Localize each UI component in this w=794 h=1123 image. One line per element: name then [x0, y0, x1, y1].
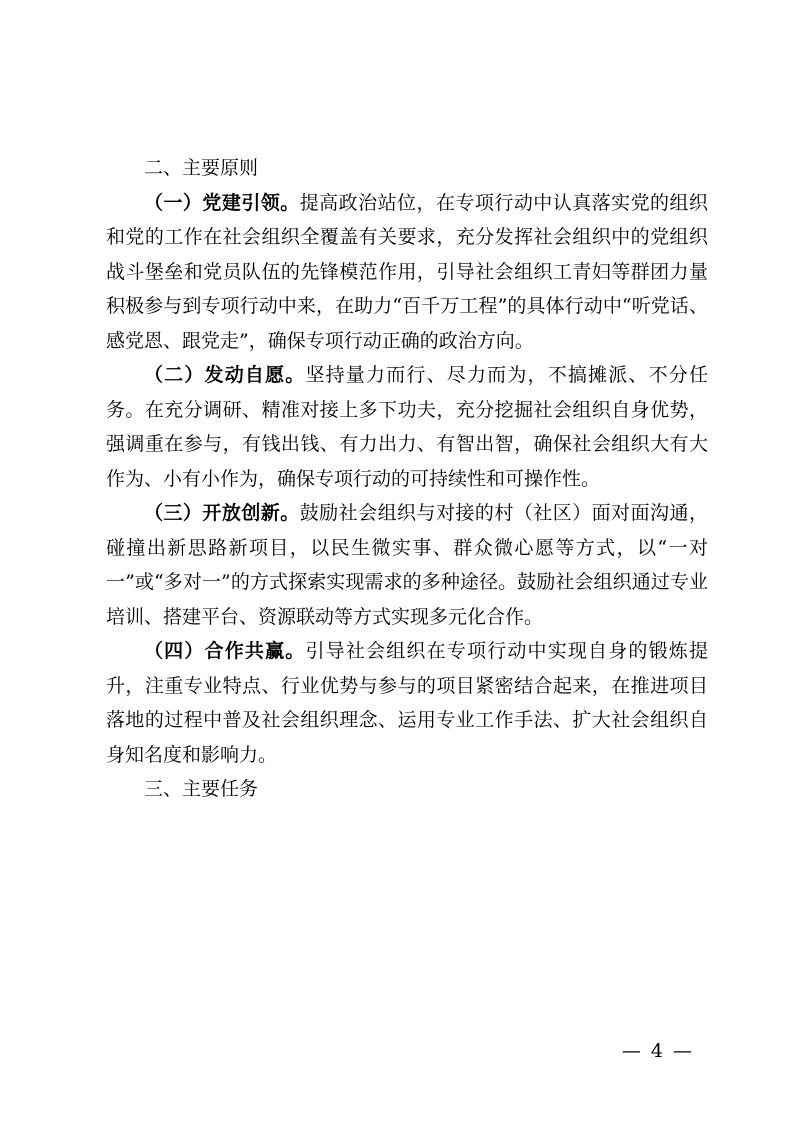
section-heading-tasks: 三、主要任务 [144, 778, 259, 800]
page-number: — 4 — [621, 1040, 694, 1062]
paragraph-open-innovation [106, 496, 708, 634]
paragraph-text: 引导社会组织在专项行动中实现自身的锻炼提升，注重专业特点、行业优势与参与的项目紧密结合起来，在推进项目落地的过程中普及社会组织理念、运用专业工作手法、扩大社会组织自身知名度和影响力。 [106, 640, 708, 766]
paragraph-label: （二）发动自愿。 [144, 364, 306, 386]
paragraph-text: 坚持量力而行、尽力而为，不搞摊派、不分任务。在充分调研、精准对接上多下功夫，充分挖掘社会组织自身优势，强调重在参与，有钱出钱、有力出力、有智出智，确保社会组织大有大作为、小有小作为，确保专项行动的可持续性和可操作性。 [106, 364, 708, 490]
paragraph-label: （四）合作共赢。 [144, 640, 306, 662]
paragraph-label: （三）开放创新。 [144, 502, 300, 524]
paragraph-label: （一）党建引领。 [144, 191, 300, 214]
paragraph-text: 提高政治站位，在专项行动中认真落实党的组织和党的工作在社会组织全覆盖有关要求，充分发挥社会组织中的党组织战斗堡垒和党员队伍的先锋模范作用，引导社会组织工青妇等群团力量积极参与到专项行动中来，在助力“百千万工程”的具体行动中“听党话、感党恩、跟党走”，确保专项行动正确的政治方向。 [106, 191, 708, 352]
section-heading-principles: 二、主要原则 [144, 157, 259, 179]
paragraph-voluntary [106, 358, 708, 496]
body-text [106, 151, 708, 807]
paragraph-win-win [106, 634, 708, 772]
paragraph-party-leadership [106, 186, 708, 359]
paragraph-text: 鼓励社会组织与对接的村（社区）面对面沟通，碰撞出新思路新项目，以民生微实事、群众微心愿等方式，以“一对一”或“多对一”的方式探索实现需求的多种途径。鼓励社会组织通过专业培训、搭建平台、资源联动等方式实现多元化合作。 [106, 502, 708, 628]
